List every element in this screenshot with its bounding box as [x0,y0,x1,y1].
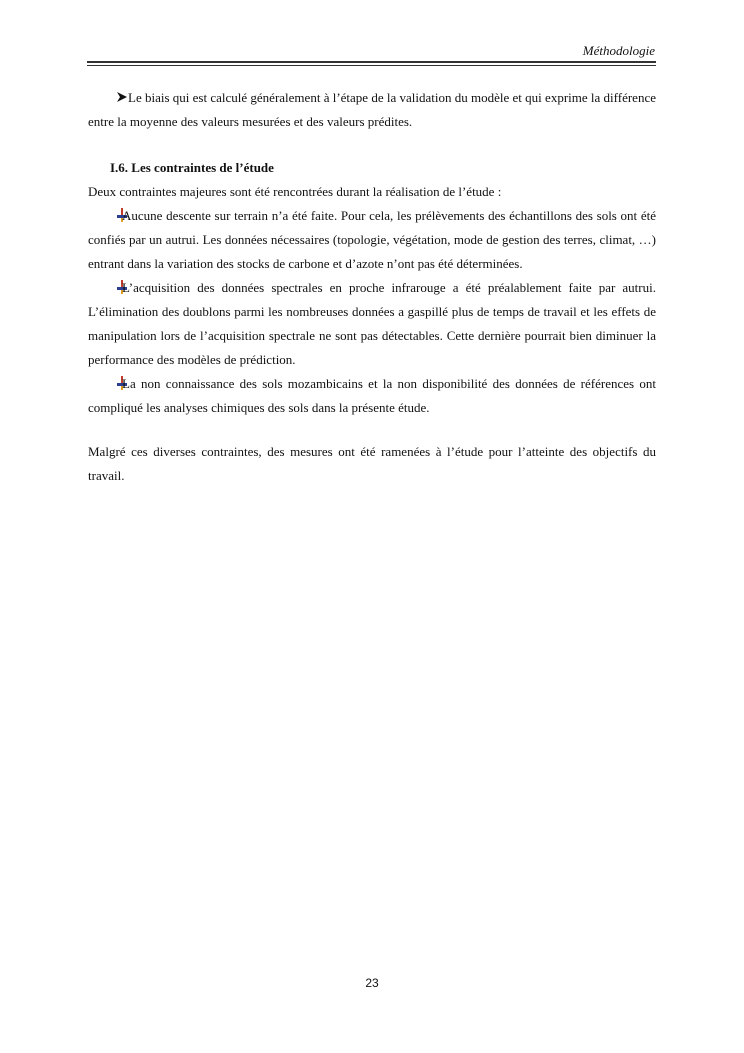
pin-bullet-icon [102,374,114,388]
pin-bullet-icon [102,278,114,292]
arrow-bullet-icon [102,87,114,99]
conclusion-paragraph: Malgré ces diverses contraintes, des mesures ont été ramenées à l’étude pour l’atteinte des objectifs du travail. [88,444,656,483]
page-number: 23 [365,976,379,990]
constraint-item [88,372,656,420]
constraint-text: L’acquisition des données spectrales en proche infrarouge a été préalablement faite par autrui. L’élimination des doublons parmi les nombreuses données a gaspillé plus de temps de travail et les effets de manipulation lors de l’acquisition spectrale ne sont pas détectables. Cette dernière pourrait bien diminuer la performance des modèles de prédiction. [88,280,656,367]
page-content [88,86,656,488]
constraint-item [88,204,656,276]
header-rule [87,61,656,66]
constraint-text: Aucune descente sur terrain n’a été faite. Pour cela, les prélèvements des échantillons des sols ont été confiés par un autrui. Les données nécessaires (topologie, végétation, mode de gestion des terres, climat, …) entrant dans la variation des stocks de carbone et d’azote n’ont pas été déterminées. [88,208,656,271]
section-heading: I.6. Les contraintes de l’étude [110,160,274,175]
header-rule-thick [87,61,656,63]
constraint-item [88,276,656,372]
section-intro: Deux contraintes majeures sont été rencontrées durant la réalisation de l’étude : [88,184,502,199]
bullet-paragraph [88,86,656,134]
running-header-title: Méthodologie [582,43,655,58]
constraint-text: La non connaissance des sols mozambicains et la non disponibilité des données de références ont compliqué les analyses chimiques des sols dans la présente étude. [88,376,656,415]
bullet-text: Le biais qui est calculé généralement à l’étape de la validation du modèle et qui exprime la différence entre la moyenne des valeurs mesurées et des valeurs prédites. [88,90,656,129]
header-rule-thin [87,65,656,66]
pin-bullet-icon [102,206,114,220]
